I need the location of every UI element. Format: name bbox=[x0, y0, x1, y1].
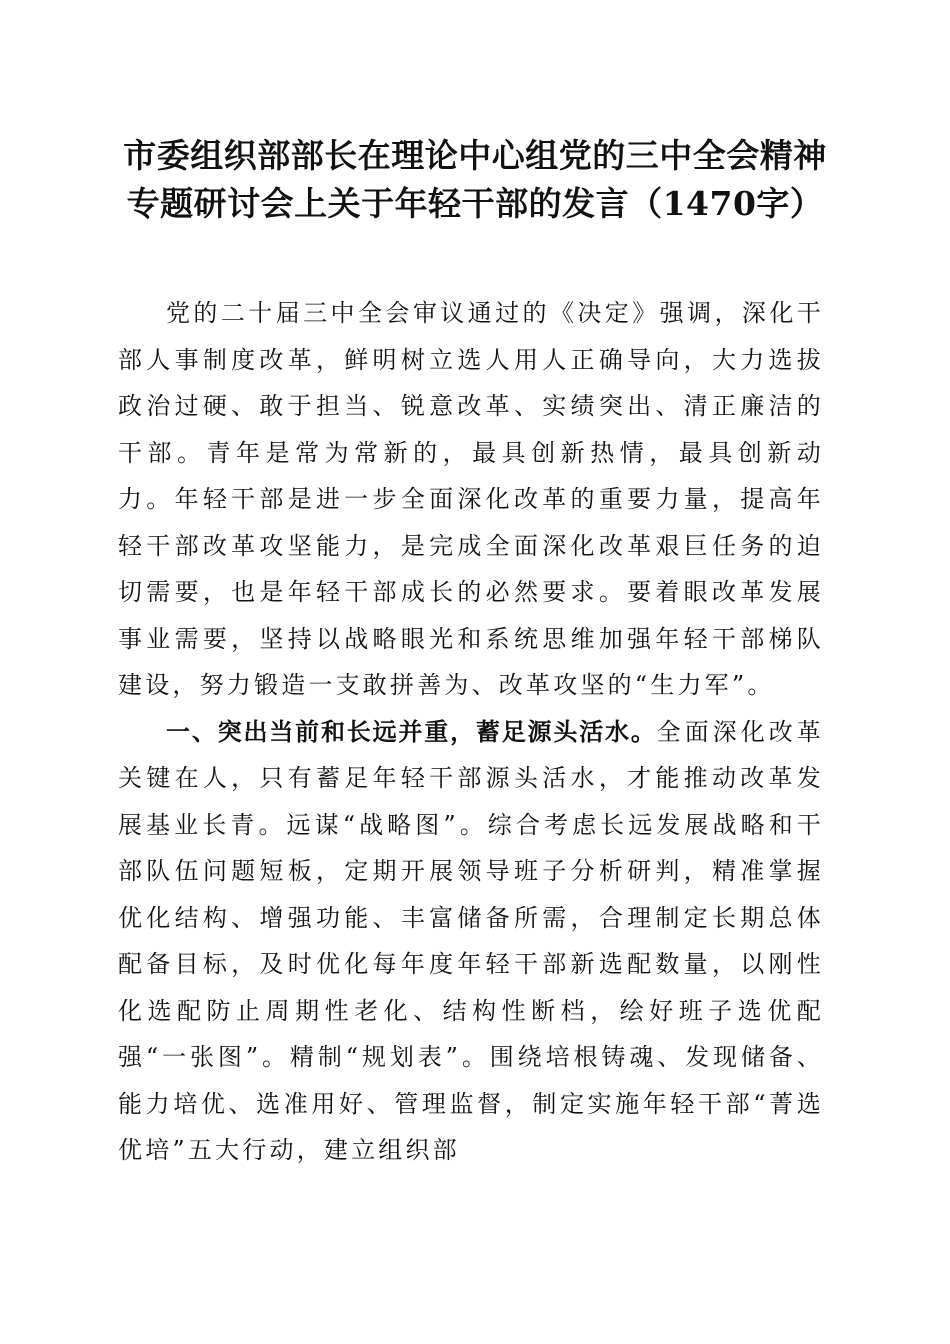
paragraph-text: 全面深化改革关键在人，只有蓄足年轻干部源头活水，才能推动改革发展基业长青。远谋“战略图”。综合考虑长远发展战略和干部队伍问题短板，定期开展领导班子分析研判，精准掌握优化结构、增强功能、丰富储备所需，合理制定长期总体配备目标，及时优化每年度年轻干部新选配数量，以刚性化选配防止周期性老化、结构性断档，绘好班子选优配强“一张图”。精制“规划表”。围绕培根铸魂、发现储备、能力培优、选准用好、管理监督，制定实施年轻干部“菁选优培”五大行动，建立组织部 bbox=[118, 717, 824, 1164]
paragraph-text: 党的二十届三中全会审议通过的《决定》强调，深化干部人事制度改革，鲜明树立选人用人正确导向，大力选拔政治过硬、敢于担当、锐意改革、实绩突出、清正廉洁的干部。青年是常为常新的，最具创新热情，最具创新动力。年轻干部是进一步全面深化改革的重要力量，提高年轻干部改革攻坚能力，是完成全面深化改革艰巨任务的迫切需要，也是年轻干部成长的必然要求。要着眼改革发展事业需要，坚持以战略眼光和系统思维加强年轻干部梯队建设，努力锻造一支敢拼善为、改革攻坚的“生力军”。 bbox=[118, 299, 824, 699]
section-heading: 一、突出当前和长远并重，蓄足源头活水。 bbox=[166, 717, 657, 746]
paragraph-intro bbox=[118, 290, 824, 709]
document-title: 市委组织部部长在理论中心组党的三中全会精神专题研讨会上关于年轻干部的发言（1470字） bbox=[123, 136, 827, 223]
document-body bbox=[118, 290, 824, 1174]
paragraph-section-one bbox=[118, 709, 824, 1174]
